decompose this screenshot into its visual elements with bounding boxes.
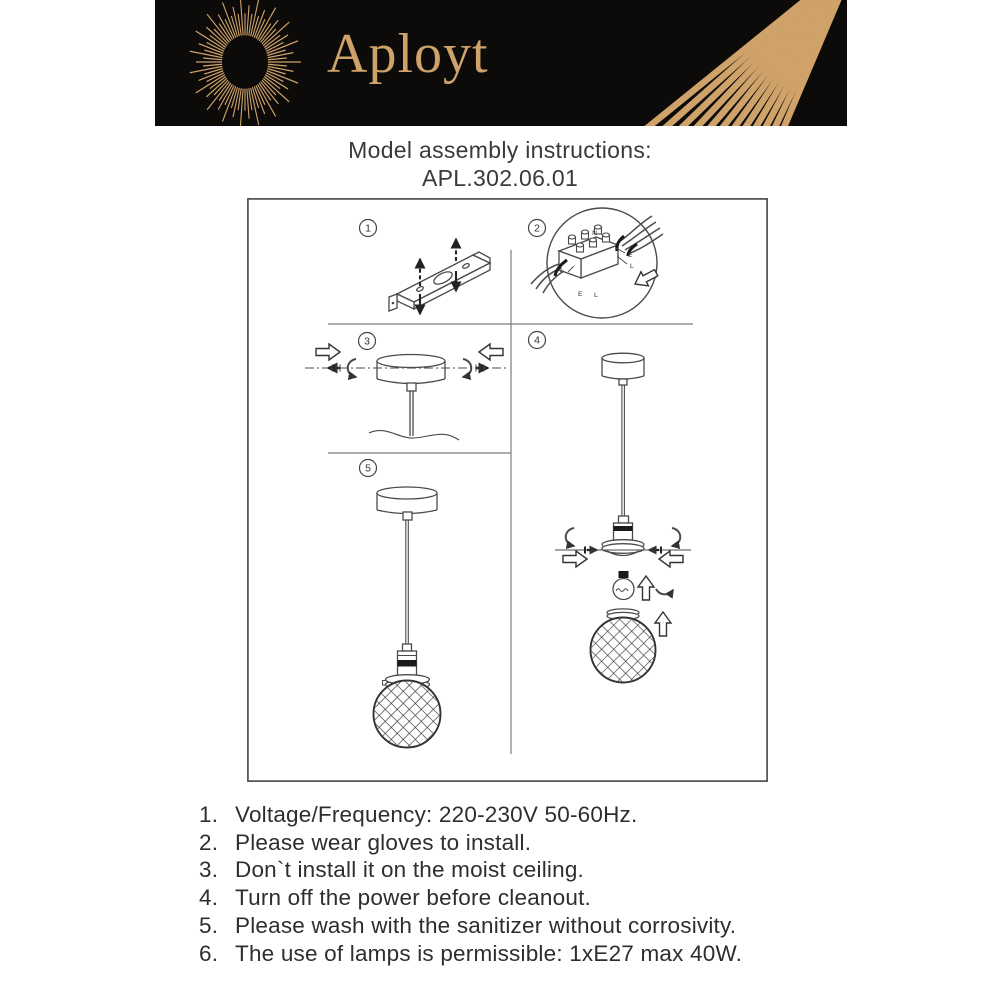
instruction-text: Voltage/Frequency: 220-230V 50-60Hz. — [235, 802, 638, 827]
svg-text:1: 1 — [365, 222, 371, 235]
instruction-number: 2. — [199, 829, 219, 855]
instruction-list — [199, 801, 859, 967]
brand-banner — [155, 0, 847, 126]
assembly-diagram-canvas — [247, 198, 768, 782]
instruction-text: Don`t install it on the moist ceiling. — [235, 857, 585, 883]
page-title: Model assembly instructions: — [348, 137, 652, 163]
svg-text:L: L — [594, 292, 598, 299]
model-number: APL.302.06.01 — [421, 165, 579, 191]
instruction-number: 3. — [199, 857, 219, 883]
step-number-badges — [359, 220, 546, 477]
step3-canopy-fixing-figure — [305, 344, 509, 440]
svg-text:N: N — [592, 230, 597, 237]
instruction-number: 6. — [199, 940, 219, 966]
instruction-item — [199, 912, 859, 940]
instruction-text: The use of lamps is permissible: 1xE27 max 40W. — [235, 940, 743, 966]
instruction-number: 1. — [199, 802, 219, 827]
title-block — [0, 136, 1000, 192]
step-number-badge — [529, 332, 546, 349]
sunburst-logo-icon — [190, 0, 301, 126]
step5-assembled-pendant-figure — [374, 487, 441, 748]
svg-text:E: E — [628, 252, 633, 259]
svg-text:E: E — [578, 291, 583, 298]
step2-wiring-terminal-figure — [531, 208, 663, 318]
instruction-text: Turn off the power before cleanout. — [235, 885, 591, 911]
instruction-number: 5. — [199, 912, 219, 938]
instruction-item — [199, 884, 859, 912]
step-number-badge — [360, 220, 377, 237]
instruction-text: Please wash with the sanitizer without corrosivity. — [235, 912, 737, 938]
svg-text:3: 3 — [364, 335, 370, 348]
assembly-diagram — [247, 198, 768, 782]
svg-text:4: 4 — [534, 334, 540, 347]
step1-mounting-bracket-figure — [389, 239, 490, 314]
instruction-item — [199, 940, 859, 968]
step-number-badge — [360, 460, 377, 477]
step-number-badge — [529, 220, 546, 237]
svg-text:N: N — [557, 267, 562, 274]
step4-shade-assembly-figure — [555, 353, 691, 682]
instruction-item — [199, 801, 859, 829]
instruction-text: Please wear gloves to install. — [235, 829, 532, 855]
instruction-item — [199, 829, 859, 857]
diagram-border — [248, 199, 767, 781]
instruction-number: 4. — [199, 885, 219, 911]
instruction-item — [199, 856, 859, 884]
corner-rays-decoration — [528, 0, 847, 126]
svg-text:5: 5 — [365, 462, 371, 475]
svg-text:L: L — [630, 263, 634, 270]
banner-decorations — [155, 0, 847, 126]
brand-logotype: Aployt — [327, 23, 489, 85]
step-number-badge — [359, 333, 376, 350]
svg-text:2: 2 — [534, 222, 540, 235]
